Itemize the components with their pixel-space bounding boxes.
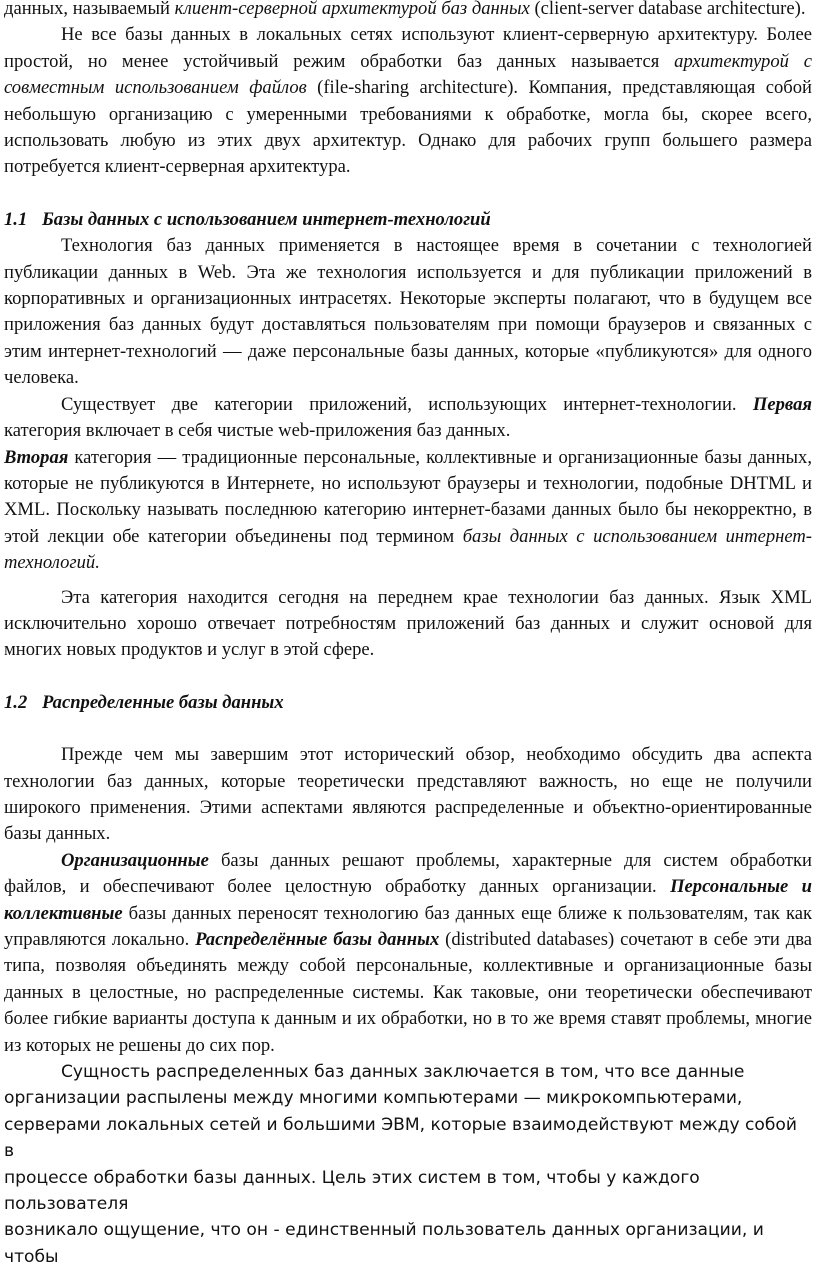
section-heading-1-2: 1.2 Распределенные базы данных bbox=[4, 691, 284, 713]
term-second: Вторая bbox=[4, 446, 69, 468]
section-heading-1-1: 1.1 Базы данных с использованием интернет-технологий bbox=[4, 208, 491, 230]
term-distributed: Распределённые базы данных bbox=[195, 929, 440, 950]
paragraph-distributed: Организационные базы данных решают проблемы, характерные для систем обработки файлов, и обеспечивают более целостную обработку данных организации. Персональные и коллективные базы данных переносят технологию баз данных еще ближе к пользователям, так как управляются локально. Распределённые базы данных (distributed databases) сочетают в себе эти два типа, позволяя объединять между собой персональные, коллективные и организационные базы данных в целостные, но распределенные системы. Как таковые, они теоретически обеспечивают более гибкие варианты доступа к данным и их обработки, но в то же время ставят проблемы, многие из которых не решены до сих пор. bbox=[4, 849, 813, 1056]
text-line: Сущность распределенных баз данных заключается в том, что все данные bbox=[61, 1062, 745, 1083]
text-line: процессе обработки базы данных. Цель этих систем в том, чтобы у каждого пользователя bbox=[4, 1167, 700, 1215]
paragraph-internet-tech: Технология баз данных применяется в настоящее время в сочетании с технологией публикации данных в Web. Эта же технология используется и для публикации приложений в корпоративных и организационных интрасетях. Некоторые эксперты полагают, что в будущем все приложения баз данных будут доставляться пользователям при помощи браузеров и связанных с этим интернет-технологий — даже персональные базы данных, которые «публикуются» для одного человека. bbox=[4, 235, 812, 389]
paragraph-two-categories: Существует две категории приложений, использующих интернет-технологии. Первая категория включает в себя чистые web-приложения баз данных. bbox=[4, 393, 812, 442]
paragraph-intro-continuation: данных, называемый клиент-серверной архитектурой баз данных (client-server database architecture). bbox=[4, 0, 806, 19]
term-personal-collective: Персональные и коллективные bbox=[4, 876, 812, 924]
paragraph-essence bbox=[4, 1059, 816, 1270]
term-first: Первая bbox=[752, 393, 812, 415]
text-line: серверами локальных сетей и большими ЭВМ, которые взаимодействуют между собой в bbox=[4, 1114, 797, 1162]
term-client-server: клиент-серверной архитектурой баз данных bbox=[174, 0, 530, 19]
text-line: возникало ощущение, что он - единственный пользователь данных организации, и чтобы bbox=[4, 1220, 764, 1267]
term-file-sharing: архитектурой с совместным использованием файлов bbox=[4, 50, 813, 99]
paragraph-xml: Эта категория находится сегодня на переднем крае технологии баз данных. Язык XML исключительно хорошо отвечает потребностям приложений баз данных и служит основой для многих новых продуктов и услуг в этой сфере. bbox=[4, 586, 812, 661]
term-internet-db: базы данных с использованием интернет-технологий. bbox=[4, 525, 812, 574]
text-line: организации распылены между многими компьютерами — микрокомпьютерами, bbox=[4, 1088, 743, 1109]
term-organizational: Организационные bbox=[61, 849, 209, 871]
paragraph-historical-review: Прежде чем мы завершим этот исторический обзор, необходимо обсудить два аспекта технологии баз данных, которые теоретически представляют важность, но еще не получили широкого применения. Этими аспектами являются распределенные и объектно-ориентированные базы данных. bbox=[4, 744, 812, 845]
paragraph-second-category: Вторая категория — традиционные персональные, коллективные и организационные базы данных, которые не публикуются в Интернете, но используют браузеры и технологии, подобные DHTML и XML. Поскольку называть последнюю категорию интернет-базами данных было бы некорректно, в этой лекции обе категории объединены под термином базы данных с использованием интернет-технологий. bbox=[4, 446, 812, 574]
paragraph-file-sharing: Не все базы данных в локальных сетях используют клиент-серверную архитектуру. Более простой, но менее устойчивый режим обработки баз данных называется архитектурой с совместным использованием файлов (file-sharing architecture). Компания, представляющая собой небольшую организацию с умеренными требованиями к обработке, могла бы, скорее всего, использовать любую из этих двух архитектур. Однако для рабочих групп большего размера потребуется клиент-серверная архитектура. bbox=[4, 24, 813, 178]
